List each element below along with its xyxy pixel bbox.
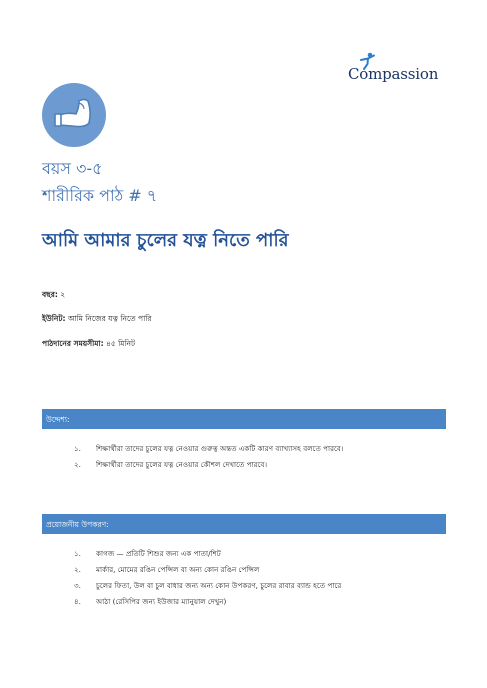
lesson-number: শারীরিক পাঠ # ৭ (42, 186, 158, 205)
item-text: চুলের ফিতা, উল বা চুল বাধার জন্য অন্য কোন উপকরণ, চুলের রাবার ব্যান্ড হতে পারে (96, 581, 342, 590)
lesson-badge (42, 83, 106, 147)
item-number: ২. (74, 565, 81, 574)
item-text: কাগজ — প্রতিটি শিশুর জন্য এক পাতা/শিট (96, 549, 221, 558)
objectives-heading: উদ্দেশ্য: (42, 409, 446, 429)
meta-year (42, 290, 65, 302)
age-range: বয়স ৩-৫ (42, 159, 103, 178)
meta-unit (42, 314, 152, 326)
item-text: শিক্ষার্থীরা তাদের চুলের যত্ন নেওয়ার কৌশল দেখাতে পারবে। (96, 460, 268, 469)
meta-time-value: ৪৫ মিনিট (103, 339, 136, 348)
item-text: আঠা (রেসিপির জন্য ইউজার ম্যানুয়াল দেখুন) (96, 597, 227, 606)
meta-unit-label: ইউনিট: (42, 314, 66, 323)
item-number: ২. (74, 460, 81, 469)
meta-time-label: পাঠদানের সময়সীমা: (42, 339, 104, 348)
item-number: ১. (74, 549, 81, 558)
item-text: মার্কার, মোমের রঙিন পেন্সিল বা অন্য কোন রঙিন পেন্সিল (96, 565, 260, 574)
page-title: আমি আমার চুলের যত্ন নিতে পারি (42, 230, 289, 251)
materials-heading: প্রয়োজনীয় উপকরণ: (42, 514, 446, 534)
logo-text: Compassion (348, 65, 439, 83)
compassion-logo (345, 52, 445, 86)
meta-year-label: বছর: (42, 290, 58, 299)
meta-time (42, 339, 135, 351)
item-number: ৩. (74, 581, 81, 590)
item-number: ১. (74, 444, 81, 453)
item-number: ৪. (74, 597, 81, 606)
meta-year-value: ২ (57, 290, 66, 299)
item-text: শিক্ষার্থীরা তাদের চুলের যত্ন নেওয়ার গুরুত্ব অন্তত একটি কারণ ব্যাখ্যাসহ বলতে পারবে। (96, 444, 344, 453)
meta-unit-value: আমি নিজের যত্ন নিতে পারি (65, 314, 152, 323)
flexed-arm-icon (42, 83, 106, 147)
